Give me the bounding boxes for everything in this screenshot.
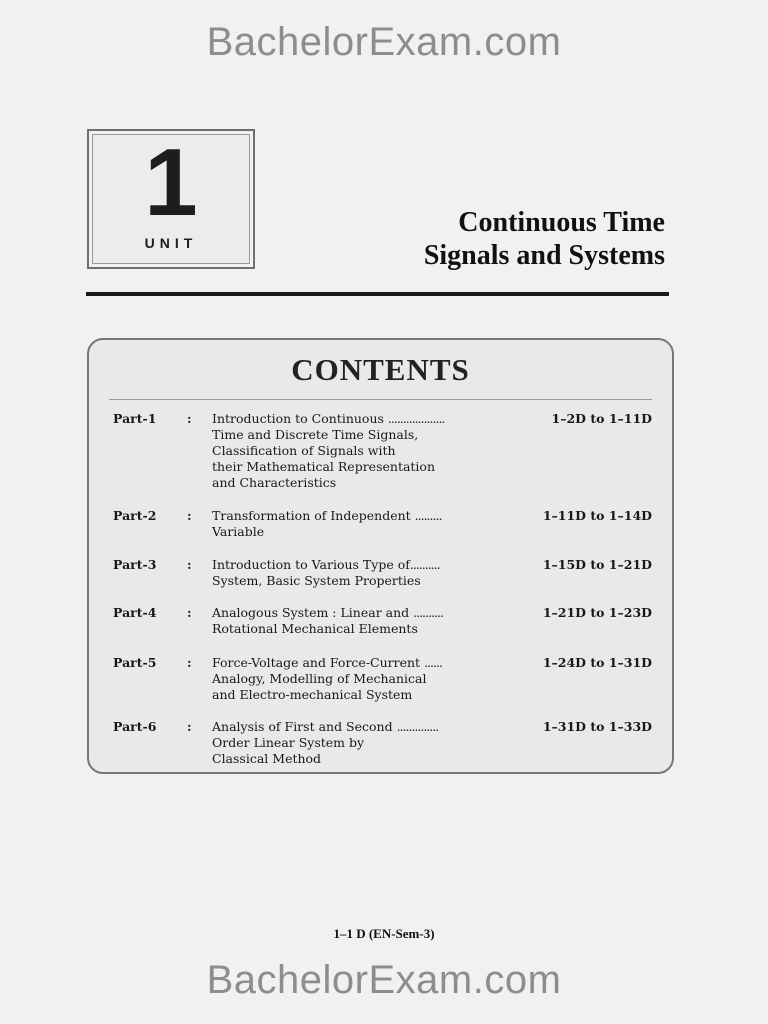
watermark-top: BachelorExam.com [206,20,562,64]
contents-divider [109,399,652,400]
part-line: Introduction to Continuous [212,411,384,426]
leader-dots: ................... [387,411,445,426]
part-colon: : [187,411,192,426]
part-label: Part-3 [113,557,157,572]
part-description [212,557,512,589]
unit-title-line-1: Continuous Time [458,207,665,238]
part-description [212,719,512,767]
leader-dots: .............. [396,719,439,734]
part-line: Analysis of First and Second [212,719,393,734]
unit-title-line-2: Signals and Systems [423,240,665,271]
part-label: Part-5 [113,655,157,670]
page-footer: 1–1 D (EN-Sem-3) [333,926,435,941]
part-line: Force-Voltage and Force-Current [212,655,421,670]
leader-dots: ...... [424,655,442,670]
unit-title [424,206,665,272]
part-colon: : [187,508,192,523]
part-description [212,655,512,703]
part-colon: : [187,719,192,734]
watermark-bottom: BachelorExam.com [206,958,562,1002]
part-description [212,508,512,540]
part-line: Classical Method [212,751,322,766]
part-label: Part-6 [113,719,157,734]
unit-label: UNIT [144,235,198,251]
leader-dots: ......... [414,508,442,523]
part-line: Order Linear System by [212,735,365,750]
part-line: Analogy, Modelling of Mechanical [212,671,427,686]
page-range: 1–24D to 1–31D [542,655,652,670]
page-range: 1–2D to 1–11D [551,411,652,426]
page-range: 1–21D to 1–23D [542,605,652,620]
part-colon: : [187,557,192,572]
part-line: System, Basic System Properties [212,573,421,588]
part-label: Part-1 [113,411,157,426]
leader-dots: .......... [413,605,443,620]
title-divider [86,292,669,296]
part-line: and Electro-mechanical System [212,687,413,702]
page-range: 1–31D to 1–33D [542,719,652,734]
part-label: Part-2 [113,508,157,523]
part-line: Introduction to Various Type of [212,557,410,572]
contents-heading: CONTENTS [291,352,470,387]
page-range: 1–11D to 1–14D [542,508,652,523]
part-line: their Mathematical Representation [212,459,436,474]
part-line: Rotational Mechanical Elements [212,621,418,636]
page-range: 1–15D to 1–21D [542,557,652,572]
part-line: Classification of Signals with [212,443,396,458]
part-description [212,411,512,491]
part-colon: : [187,605,192,620]
leader-dots: .......... [409,557,440,572]
part-colon: : [187,655,192,670]
unit-number: 1 [144,129,198,236]
part-description [212,605,512,637]
part-line: Transformation of Independent [212,508,411,523]
contents-box [87,338,674,774]
part-line: Time and Discrete Time Signals, [212,427,419,442]
part-label: Part-4 [113,605,157,620]
part-line: Analogous System : Linear and [212,605,410,620]
unit-badge [87,129,255,269]
part-line: and Characteristics [212,475,337,490]
part-line: Variable [212,524,265,539]
